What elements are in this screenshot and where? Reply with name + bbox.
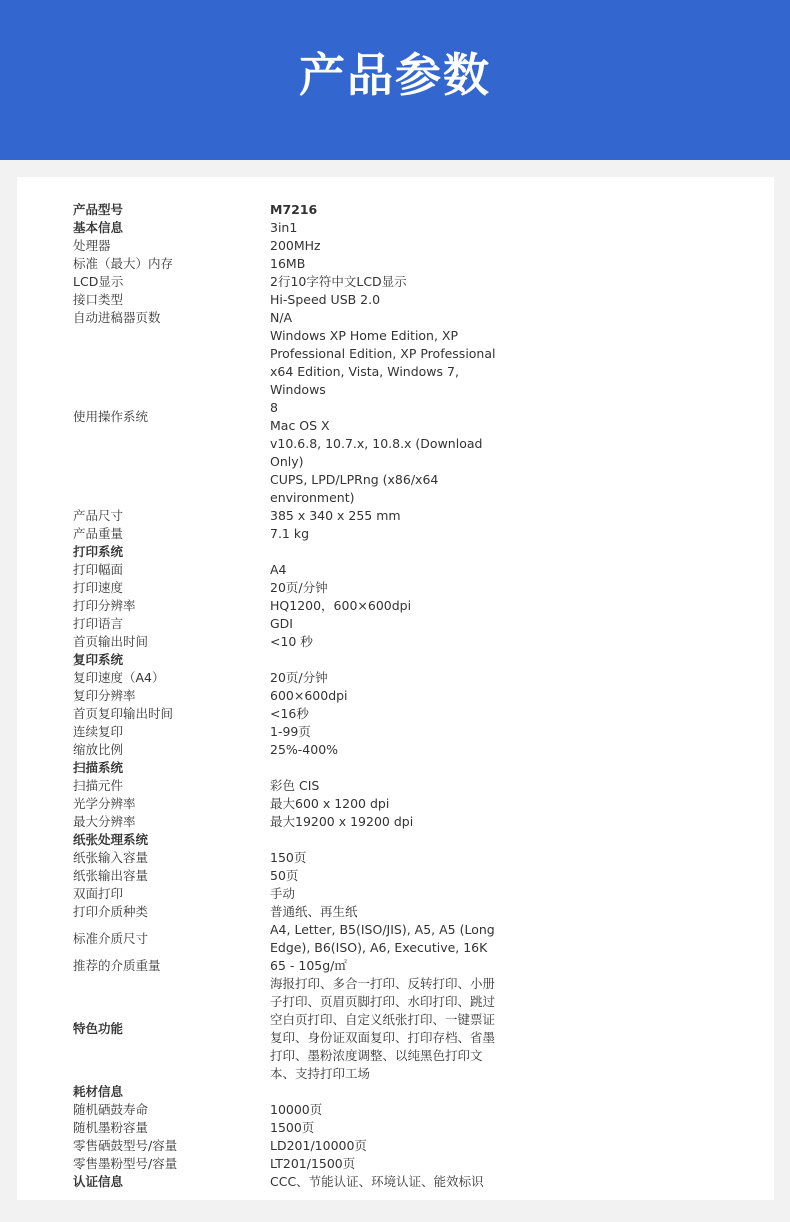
spec-value xyxy=(270,651,512,669)
spec-value-line xyxy=(270,543,512,561)
spec-label: 零售墨粉型号/容量 xyxy=(73,1156,178,1171)
spec-label: 打印速度 xyxy=(73,580,124,595)
spec-value xyxy=(270,633,512,651)
spec-row xyxy=(73,525,512,543)
spec-label: 扫描系统 xyxy=(73,760,124,775)
spec-label: 零售硒鼓型号/容量 xyxy=(73,1138,178,1153)
spec-row xyxy=(73,507,512,525)
spec-label: 使用操作系统 xyxy=(73,409,149,424)
spec-value-line: Edge), B6(ISO), A6, Executive, 16K xyxy=(270,940,488,955)
spec-value-line: 150页 xyxy=(270,850,307,865)
spec-value xyxy=(270,687,512,705)
spec-row xyxy=(73,831,512,849)
spec-row xyxy=(73,849,512,867)
spec-row xyxy=(73,723,512,741)
spec-label: 纸张处理系统 xyxy=(73,832,149,847)
spec-value-line: CCC、节能认证、环境认证、能效标识 xyxy=(270,1174,484,1189)
spec-row xyxy=(73,795,512,813)
spec-label: 产品尺寸 xyxy=(73,508,124,523)
spec-value-line: 复印、身份证双面复印、打印存档、省墨 xyxy=(270,1030,496,1045)
spec-value-line: 海报打印、多合一打印、反转打印、小册 xyxy=(270,976,496,991)
spec-row xyxy=(73,867,512,885)
spec-row xyxy=(73,597,512,615)
spec-value xyxy=(270,831,512,849)
spec-value xyxy=(270,777,512,795)
spec-value-line: A4, Letter, B5(ISO/JIS), A5, A5 (Long xyxy=(270,922,495,937)
spec-value-line: 子打印、页眉页脚打印、水印打印、跳过 xyxy=(270,994,496,1009)
spec-value-line: Mac OS X xyxy=(270,418,330,433)
spec-value xyxy=(270,723,512,741)
spec-value-line: 25%-400% xyxy=(270,742,339,757)
spec-value-line xyxy=(270,1083,512,1101)
spec-row xyxy=(73,687,512,705)
spec-value xyxy=(270,885,512,903)
spec-value-line: 3in1 xyxy=(270,220,298,235)
spec-value xyxy=(270,903,512,921)
spec-row xyxy=(73,561,512,579)
spec-row xyxy=(73,813,512,831)
spec-value-line: 16MB xyxy=(270,256,306,271)
spec-label: 接口类型 xyxy=(73,292,124,307)
spec-row xyxy=(73,1173,512,1191)
spec-value-line xyxy=(270,651,512,669)
spec-value-line: 20页/分钟 xyxy=(270,580,328,595)
spec-row xyxy=(73,219,512,237)
spec-label: 随机墨粉容量 xyxy=(73,1120,149,1135)
spec-value xyxy=(270,867,512,885)
spec-value xyxy=(270,273,512,291)
spec-label: 打印介质种类 xyxy=(73,904,149,919)
spec-value-line: x64 Edition, Vista, Windows 7, Windows xyxy=(270,364,459,397)
spec-value-line: A4 xyxy=(270,562,287,577)
spec-value xyxy=(270,1101,512,1119)
spec-row xyxy=(73,705,512,723)
spec-row xyxy=(73,1083,512,1101)
spec-value xyxy=(270,597,512,615)
spec-label: LCD显示 xyxy=(73,274,124,289)
spec-value xyxy=(270,957,512,975)
spec-value-line: 本、支持打印工场 xyxy=(270,1066,371,1081)
spec-value xyxy=(270,579,512,597)
spec-value xyxy=(270,849,512,867)
spec-label: 特色功能 xyxy=(73,1021,124,1036)
spec-value-line: <16秒 xyxy=(270,706,309,721)
spec-value-line: 打印、墨粉浓度调整、以纯黑色打印文 xyxy=(270,1048,483,1063)
spec-row xyxy=(73,921,512,957)
spec-value-line: LT201/1500页 xyxy=(270,1156,356,1171)
spec-value-line: 200MHz xyxy=(270,238,321,253)
spec-label: 复印系统 xyxy=(73,652,124,667)
spec-label: 纸张输入容量 xyxy=(73,850,149,865)
spec-label: 处理器 xyxy=(73,238,111,253)
spec-value xyxy=(270,201,512,219)
spec-value-line: Windows XP Home Edition, XP xyxy=(270,328,459,343)
spec-label: 产品型号 xyxy=(73,202,124,217)
spec-row xyxy=(73,1101,512,1119)
spec-value-line: 空白页打印、自定义纸张打印、一键票证 xyxy=(270,1012,496,1027)
spec-value xyxy=(270,255,512,273)
spec-row xyxy=(73,669,512,687)
page-header xyxy=(0,0,790,160)
spec-value-line: 8 xyxy=(270,400,278,415)
spec-label: 首页输出时间 xyxy=(73,634,149,649)
spec-value-line: N/A xyxy=(270,310,293,325)
spec-label: 认证信息 xyxy=(73,1174,124,1189)
spec-value-line: v10.6.8, 10.7.x, 10.8.x (Download Only) xyxy=(270,436,483,469)
spec-value-line: Hi-Speed USB 2.0 xyxy=(270,292,381,307)
spec-value-line: LD201/10000页 xyxy=(270,1138,367,1153)
spec-value-line: 385 x 340 x 255 mm xyxy=(270,508,401,523)
spec-label: 复印分辨率 xyxy=(73,688,136,703)
spec-value-line: 50页 xyxy=(270,868,299,883)
spec-value-line: 最大19200 x 19200 dpi xyxy=(270,814,414,829)
spec-value-line xyxy=(270,759,512,777)
spec-value xyxy=(270,813,512,831)
spec-row xyxy=(73,309,512,327)
spec-value xyxy=(270,1155,512,1173)
spec-row xyxy=(73,651,512,669)
spec-value xyxy=(270,507,512,525)
spec-table xyxy=(73,201,512,1191)
spec-label: 产品重量 xyxy=(73,526,124,541)
spec-row xyxy=(73,777,512,795)
spec-row xyxy=(73,975,512,1083)
spec-value xyxy=(270,1083,512,1101)
spec-row xyxy=(73,885,512,903)
spec-value-line xyxy=(270,831,512,849)
spec-row xyxy=(73,1155,512,1173)
spec-row xyxy=(73,291,512,309)
spec-value-line: <10 秒 xyxy=(270,634,313,649)
spec-value xyxy=(270,921,512,957)
spec-value xyxy=(270,615,512,633)
spec-label: 基本信息 xyxy=(73,220,124,235)
spec-value xyxy=(270,1173,512,1191)
spec-value xyxy=(270,561,512,579)
spec-value-line: 最大600 x 1200 dpi xyxy=(270,796,390,811)
spec-value xyxy=(270,1137,512,1155)
spec-row xyxy=(73,255,512,273)
spec-value xyxy=(270,975,512,1083)
spec-row xyxy=(73,1119,512,1137)
spec-label: 标准（最大）内存 xyxy=(73,256,174,271)
spec-label: 纸张输出容量 xyxy=(73,868,149,883)
spec-value-line: 1500页 xyxy=(270,1120,315,1135)
spec-value-line: 7.1 kg xyxy=(270,526,310,541)
spec-label: 打印幅面 xyxy=(73,562,124,577)
spec-value-line: 20页/分钟 xyxy=(270,670,328,685)
spec-row xyxy=(73,759,512,777)
spec-value-line: 手动 xyxy=(270,886,296,901)
spec-value xyxy=(270,327,512,507)
spec-label: 打印系统 xyxy=(73,544,124,559)
spec-row xyxy=(73,903,512,921)
spec-row xyxy=(73,633,512,651)
spec-label: 打印语言 xyxy=(73,616,124,631)
spec-value-line: Professional Edition, XP Professional xyxy=(270,346,496,361)
spec-value xyxy=(270,525,512,543)
spec-value xyxy=(270,237,512,255)
spec-row xyxy=(73,543,512,561)
spec-value-line: 普通纸、再生纸 xyxy=(270,904,358,919)
spec-value-line: GDI xyxy=(270,616,293,631)
spec-value-line: 600×600dpi xyxy=(270,688,348,703)
spec-label: 扫描元件 xyxy=(73,778,124,793)
spec-value xyxy=(270,795,512,813)
spec-row xyxy=(73,579,512,597)
spec-value-line: HQ1200，600×600dpi xyxy=(270,598,412,613)
spec-card xyxy=(17,177,774,1200)
spec-value xyxy=(270,543,512,561)
spec-row xyxy=(73,237,512,255)
spec-row xyxy=(73,201,512,219)
spec-value xyxy=(270,759,512,777)
spec-label: 缩放比例 xyxy=(73,742,124,757)
spec-label: 复印速度（A4） xyxy=(73,670,165,685)
spec-row xyxy=(73,957,512,975)
spec-label: 随机硒鼓寿命 xyxy=(73,1102,149,1117)
spec-value xyxy=(270,741,512,759)
spec-value xyxy=(270,309,512,327)
spec-row xyxy=(73,615,512,633)
spec-value xyxy=(270,705,512,723)
spec-label: 连续复印 xyxy=(73,724,124,739)
spec-label: 最大分辨率 xyxy=(73,814,136,829)
spec-label: 双面打印 xyxy=(73,886,124,901)
spec-value-line: 1-99页 xyxy=(270,724,311,739)
spec-value-line: 彩色 CIS xyxy=(270,778,320,793)
spec-row xyxy=(73,1137,512,1155)
spec-row xyxy=(73,741,512,759)
spec-table-body xyxy=(73,201,512,1191)
spec-label: 标准介质尺寸 xyxy=(73,931,149,946)
spec-value-line: CUPS, LPD/LPRng (x86/x64 xyxy=(270,472,439,487)
spec-label: 首页复印输出时间 xyxy=(73,706,174,721)
spec-value-line: 10000页 xyxy=(270,1102,323,1117)
spec-value-line: 2行10字符中文LCD显示 xyxy=(270,274,407,289)
page-title: 产品参数 xyxy=(299,48,491,102)
spec-label: 耗材信息 xyxy=(73,1084,124,1099)
spec-row xyxy=(73,273,512,291)
spec-label: 打印分辨率 xyxy=(73,598,136,613)
spec-row xyxy=(73,327,512,507)
spec-value xyxy=(270,291,512,309)
spec-value-line: M7216 xyxy=(270,202,318,217)
spec-value-line: environment) xyxy=(270,490,355,505)
spec-value-line: 65 - 105g/㎡ xyxy=(270,958,347,973)
spec-label: 自动进稿器页数 xyxy=(73,310,161,325)
spec-value xyxy=(270,219,512,237)
spec-label: 推荐的介质重量 xyxy=(73,958,161,973)
spec-value xyxy=(270,669,512,687)
spec-value xyxy=(270,1119,512,1137)
spec-label: 光学分辨率 xyxy=(73,796,136,811)
